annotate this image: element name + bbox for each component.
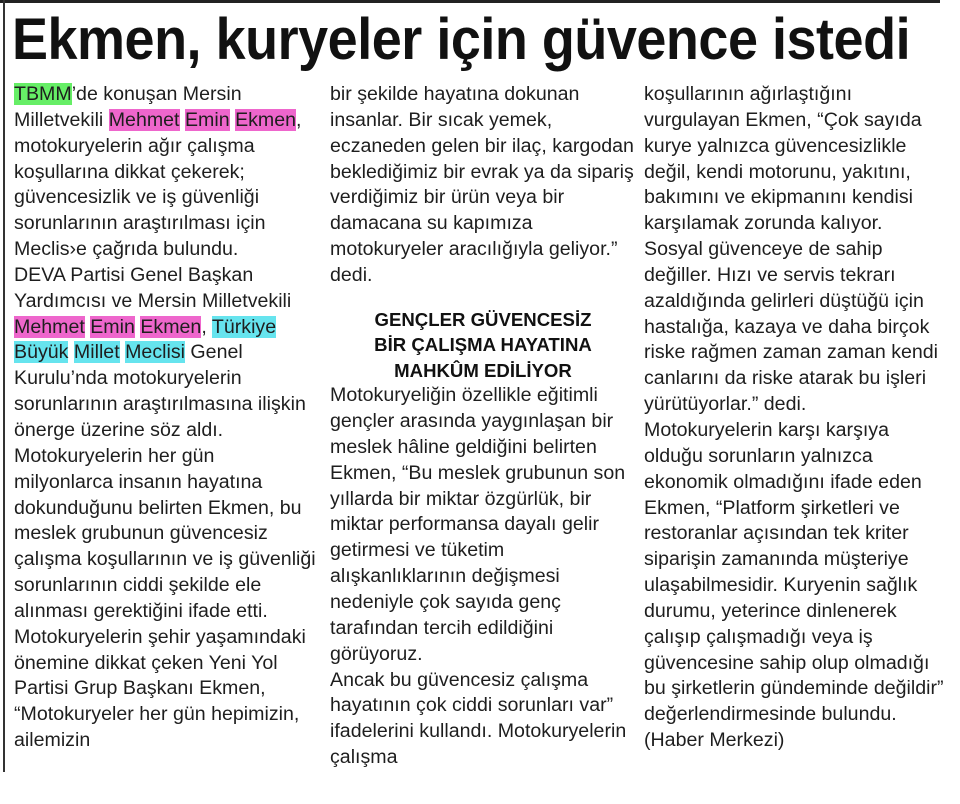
top-rule <box>0 0 940 3</box>
highlight-institution: Millet <box>73 341 120 364</box>
column-1 <box>14 82 318 754</box>
text-span: ’de konuşan Mersin Milletvekili <box>14 83 242 131</box>
highlight-name: Ekmen <box>235 108 297 131</box>
column-3 <box>644 82 944 754</box>
subheading <box>330 307 636 384</box>
highlight-name: Mehmet <box>14 315 85 338</box>
paragraph-2 <box>14 263 318 754</box>
subheading-line: GENÇLER GÜVENCESİZ <box>374 308 592 330</box>
highlight-name: Emin <box>90 315 135 338</box>
paragraph-6: koşullarının ağırlaştığını vurgulayan Ekmen, “Çok sayıda kurye yalnızca güvencesizlikle değil, kendi motorunu, yakıtını, bakımını ve ekipmanını kendisi karşılamak zorunda kalıyor. Sosyal güvenceye de sahip değiller. Hızı ve servis tekrarı azaldığında gelirleri düştüğü için hastalığa, kazaya ve daha birçok riske rağmen zaman zaman kendi canlarını da riske atarak bu işleri yürütüyorlar.” dedi. <box>644 83 939 416</box>
highlight-institution: Türkiye <box>211 315 277 338</box>
highlight-name: Mehmet <box>108 108 180 131</box>
headline: Ekmen, kuryeler için güvence istedi <box>12 7 911 72</box>
highlight-name: Emin <box>184 108 230 131</box>
paragraph-5: Ancak bu güvencesiz çalışma hayatının çok ciddi sorunları var” ifadelerini kullandı. Motokuryelerin çalışma <box>330 668 627 769</box>
text-span: , motokuryelerin ağır çalışma koşullarına dikkat çekerek; güvencesizlik ve iş güvenliği sorunlarının araştırılması için Meclis›e çağrıda bulundu. <box>14 108 302 261</box>
highlight-institution: Büyük <box>14 341 69 364</box>
paragraph-7: Motokuryelerin karşı karşıya olduğu sorunların yalnızca ekonomik olmadığını ifade eden Ekmen, “Platform şirketleri ve restoranlar açısından tek kriter siparişin zamanında müşteriye ulaşabilmesidir. Kuryenin sağlık durumu, yeterince dinlenerek çalışıp çalışmadığı veya iş güvencesine sahip olup olmadığı bu şirketlerin gündeminde değildir” değerlendirmesinde bulundu. (Haber Merkezi) <box>644 418 944 752</box>
text-span: DEVA Partisi Genel Başkan Yardımcısı ve Mersin Milletvekili <box>14 263 292 312</box>
text-span: , <box>201 315 212 338</box>
text-span: Genel Kurulu’nda motokuryelerin sorunlarının araştırılmasına ilişkin önerge üzerine söz aldı. Motokuryelerin her gün milyonlarca insanın hayatına dokunduğunu belirten Ekmen, bu meslek grubunun güvencesiz çalışma koşullarının ve iş güvenliği sorunlarının ciddi şekilde ele alınması gerektiğini ifade etti. Motokuryelerin şehir yaşamındaki önemine dikkat çeken Yeni Yol Partisi Grup Başkanı Ekmen, “Motokuryeler her gün hepimizin, ailemizin <box>14 341 316 752</box>
highlight-tbmm: TBMM <box>14 83 72 105</box>
highlight-institution: Meclisi <box>125 341 185 364</box>
subheading-line: MAHKÛM EDİLİYOR <box>394 359 572 381</box>
left-rule <box>3 0 5 772</box>
paragraph-1 <box>14 82 318 263</box>
highlight-name: Ekmen <box>140 315 202 338</box>
column-2 <box>330 82 636 771</box>
paragraph-3: bir şekilde hayatına dokunan insanlar. Bir sıcak yemek, eczaneden gelen bir ilaç, kargodan beklediğimiz bir evrak ya da sipariş verdiğimiz bir ürün veya bir damacana su kapımıza motokuryeler aracılığıyla geliyor.” dedi. <box>330 83 634 286</box>
subheading-line: BİR ÇALIŞMA HAYATINA <box>374 334 592 356</box>
paragraph-4: Motokuryeliğin özellikle eğitimli gençler arasında yaygınlaşan bir meslek hâline geldiğini belirten Ekmen, “Bu meslek grubunun son yıllarda bir miktar özgürlük, bir miktar performansa dayalı gelir getirmesi ve tüketim alışkanlıklarının değişmesi nedeniyle çok sayıda genç tarafından tercih edildiğini görüyoruz. <box>330 384 626 665</box>
